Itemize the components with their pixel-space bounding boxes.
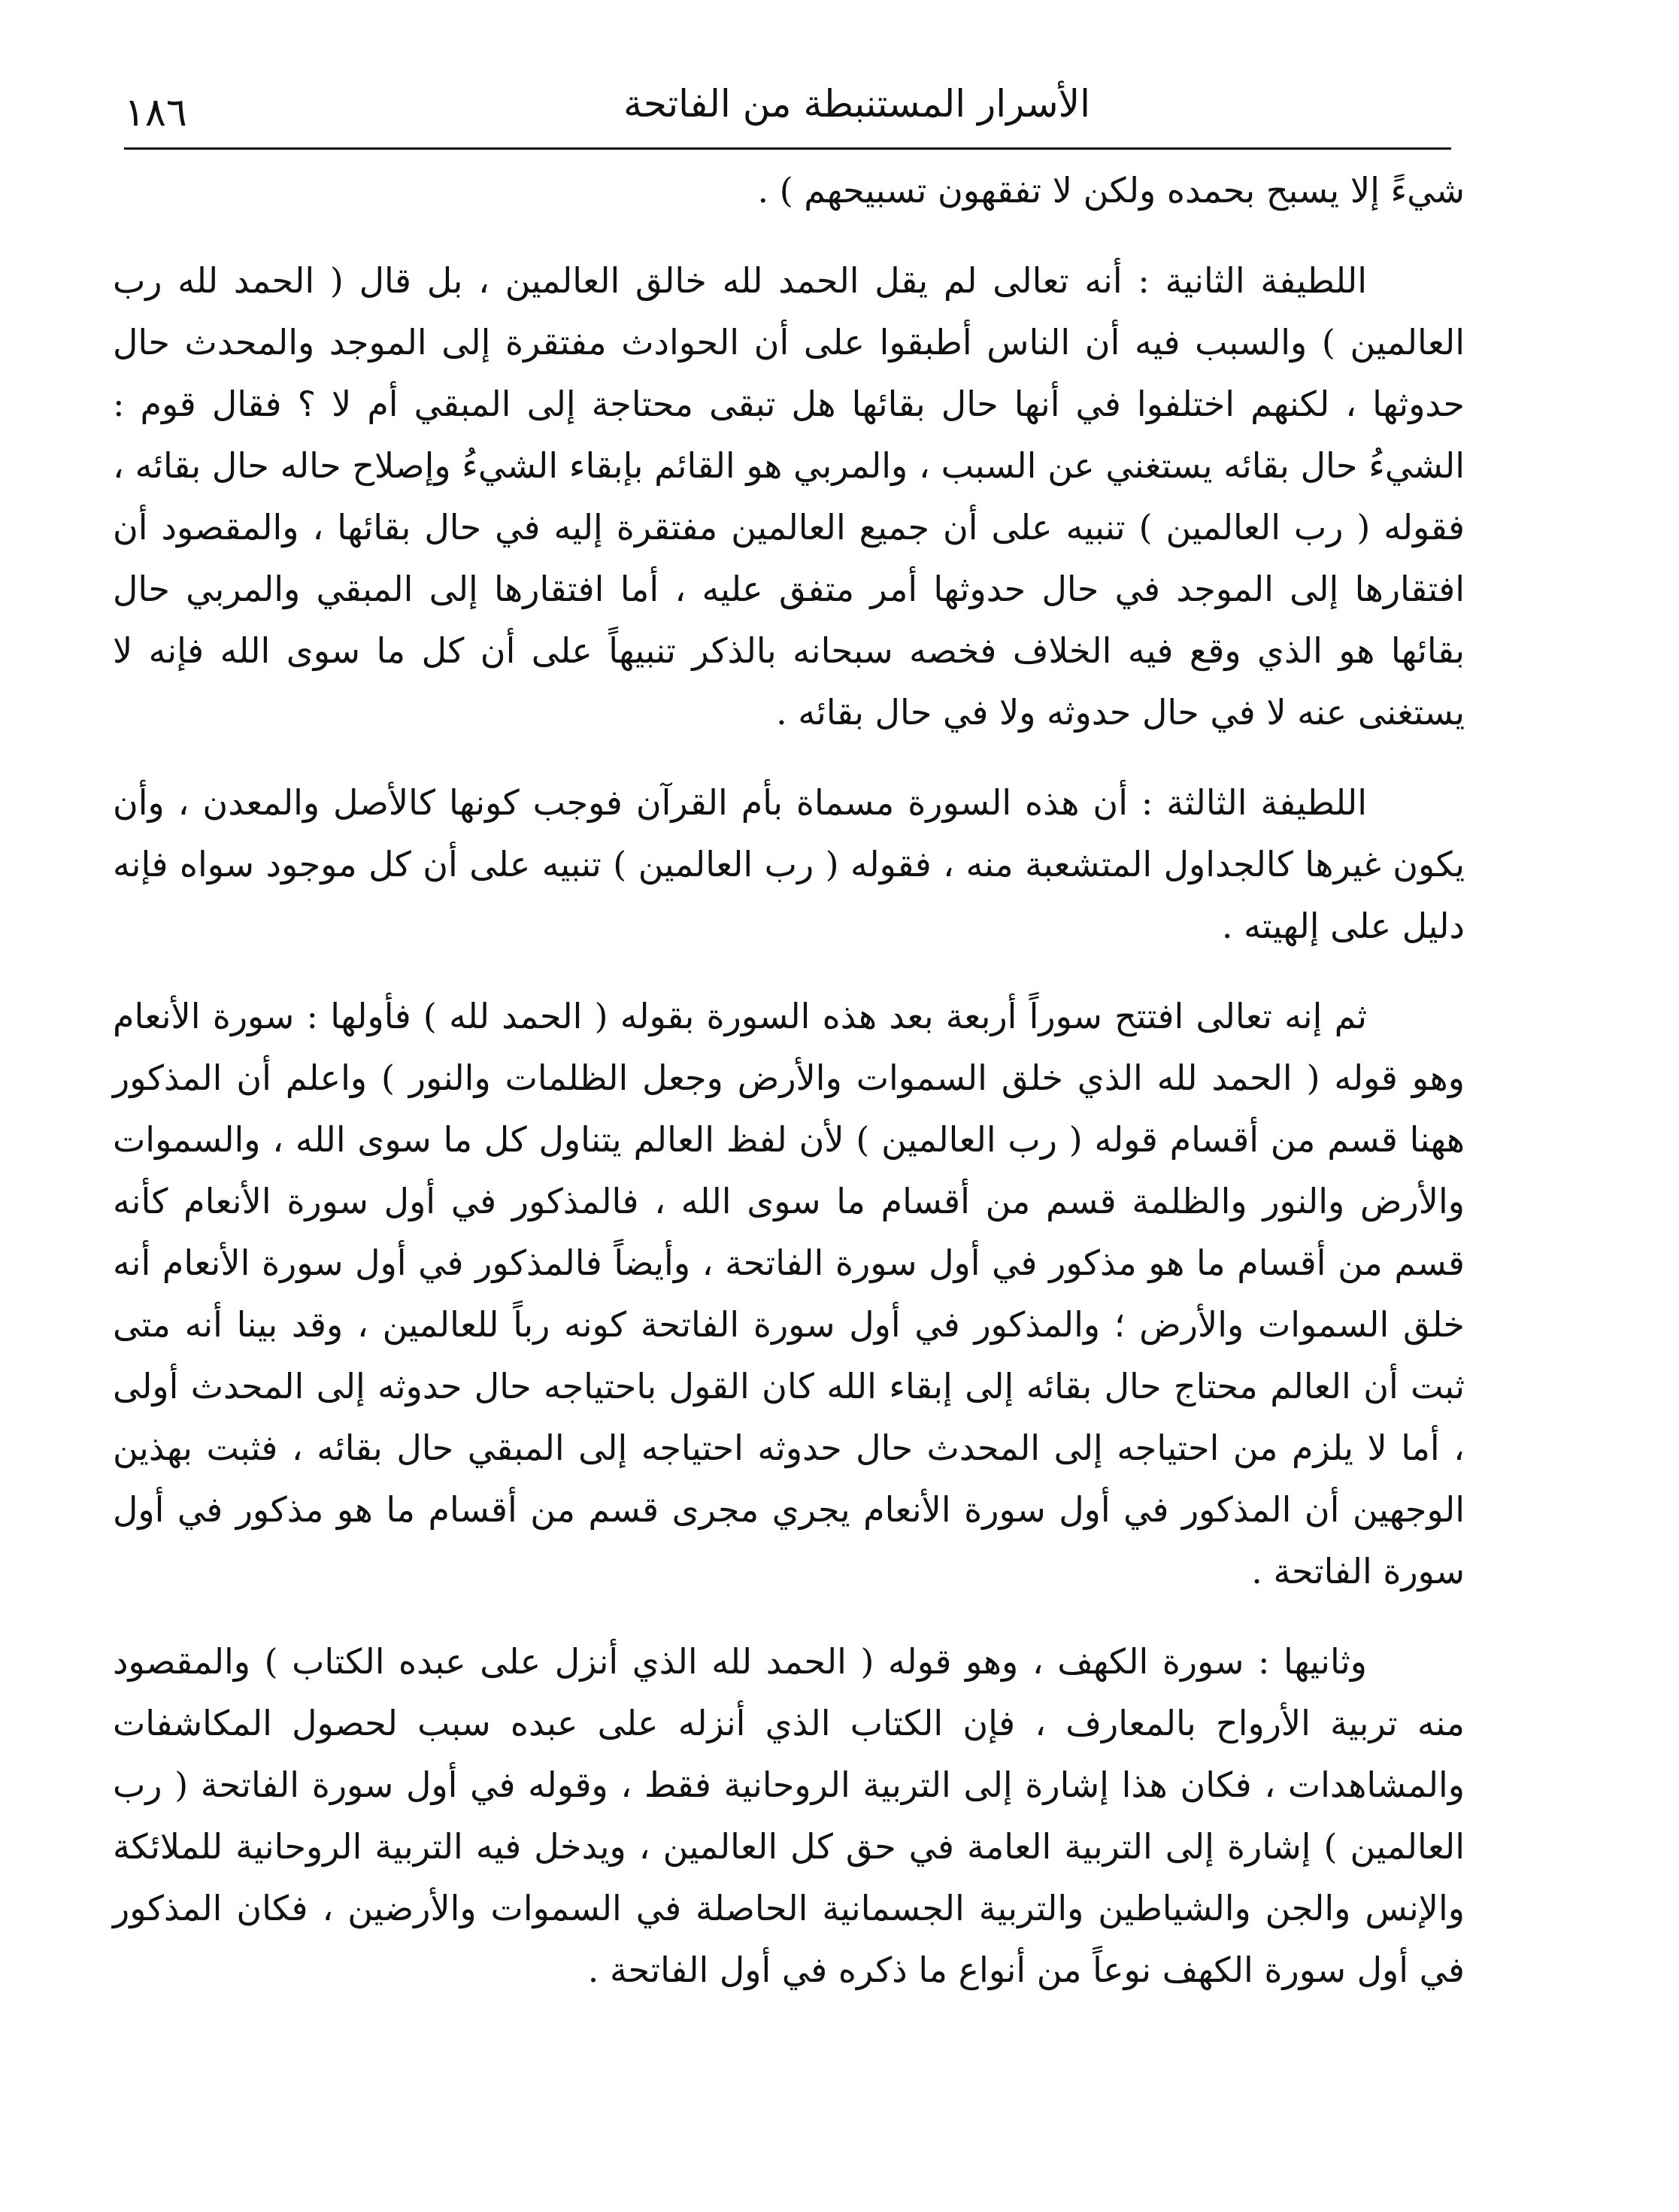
page-number: ١٨٦	[124, 90, 187, 135]
paragraph-first-surah-anam: ثم إنه تعالى افتتح سوراً أربعة بعد هذه السورة بقوله ( الحمد لله ) فأولها : سورة الأنعام وهو قوله ( الحمد لله الذي خلق السموات والأرض وجعل الظلمات والنور ) واعلم أن المذكور ههنا قسم من أقسام قوله ( رب العالمين ) لأن لفظ العالم يتناول كل ما سوى الله ، والسموات والأرض والنور والظلمة قسم من أقسام ما سوى الله ، فالمذكور في أول سورة الأنعام كأنه قسم من أقسام ما هو مذكور في أول سورة الفاتحة ، وأيضاً فالمذكور في أول سورة الأنعام أنه خلق السموات والأرض ؛ والمذكور في أول سورة الفاتحة كونه رباً للعالمين ، وقد بينا أنه متى ثبت أن العالم محتاج حال بقائه إلى إبقاء الله كان القول باحتياجه حال حدوثه إلى المحدث أولى ، أما لا يلزم من احتياجه إلى المحدث حال حدوثه احتياجه إلى المبقي حال بقائه ، فثبت بهذين الوجهين أن المذكور في أول سورة الأنعام يجري مجرى قسم من أقسام ما هو مذكور في أول سورة الفاتحة .	[113, 996, 1465, 1591]
page-header	[124, 81, 1451, 149]
header-divider	[124, 147, 1451, 150]
body-text	[113, 159, 1465, 2001]
paragraph-third-subtlety: اللطيفة الثالثة : أن هذه السورة مسماة بأم القرآن فوجب كونها كالأصل والمعدن ، وأن يكون غيرها كالجداول المتشعبة منه ، فقوله ( رب العالمين ) تنبيه على أن كل موجود سواه فإنه دليل على إلهيته .	[113, 782, 1465, 946]
running-title: الأسرار المستنبطة من الفاتحة	[623, 82, 1090, 126]
paragraph-continuation: شيءً إلا يسبح بحمده ولكن لا تفقهون تسبيحهم ) .	[757, 170, 1465, 211]
paragraph-second-surah-kahf: وثانيها : سورة الكهف ، وهو قوله ( الحمد لله الذي أنزل على عبده الكتاب ) والمقصود منه تربية الأرواح بالمعارف ، فإن الكتاب الذي أنزله على عبده سبب لحصول المكاشفات والمشاهدات ، فكان هذا إشارة إلى التربية الروحانية فقط ، وقوله في أول سورة الفاتحة ( رب العالمين ) إشارة إلى التربية العامة في حق كل العالمين ، ويدخل فيه التربية الروحانية للملائكة والإنس والجن والشياطين والتربية الجسمانية الحاصلة في السموات والأرضين ، فكان المذكور في أول سورة الكهف نوعاً من أنواع ما ذكره في أول الفاتحة .	[113, 1641, 1465, 1990]
paragraph-second-subtlety: اللطيفة الثانية : أنه تعالى لم يقل الحمد لله خالق العالمين ، بل قال ( الحمد لله رب العالمين ) والسبب فيه أن الناس أطبقوا على أن الحوادث مفتقرة إلى الموجد والمحدث حال حدوثها ، لكنهم اختلفوا في أنها حال بقائها هل تبقى محتاجة إلى المبقي أم لا ؟ فقال قوم : الشيءُ حال بقائه يستغني عن السبب ، والمربي هو القائم بإبقاء الشيءُ وإصلاح حاله حال بقائه ، فقوله ( رب العالمين ) تنبيه على أن جميع العالمين مفتقرة إليه في حال بقائها ، والمقصود أن افتقارها إلى الموجد في حال حدوثها أمر متفق عليه ، أما افتقارها إلى المبقي والمربي حال بقائها هو الذي وقع فيه الخلاف فخصه سبحانه بالذكر تنبيهاً على أن كل ما سوى الله فإنه لا يستغنى عنه لا في حال حدوثه ولا في حال بقائه .	[113, 260, 1465, 733]
